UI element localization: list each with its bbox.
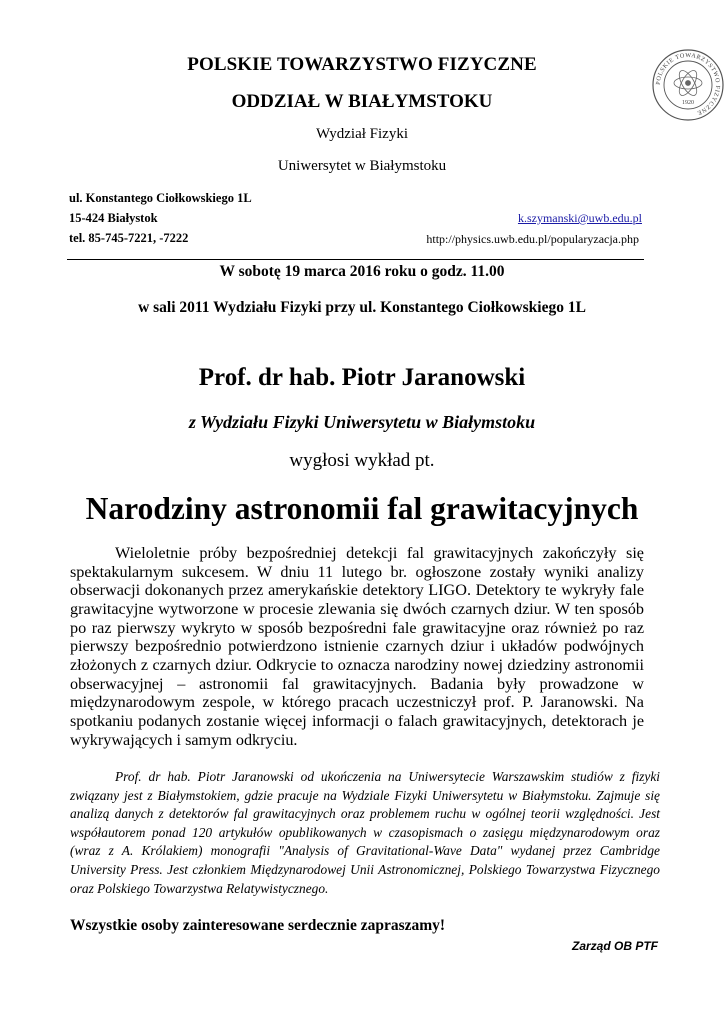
event-place: w sali 2011 Wydziału Fizyki przy ul. Konstantego Ciołkowskiego 1L [138,299,586,316]
address-street: ul. Konstantego Ciołkowskiego 1L [69,191,252,205]
university-name: Uniwersytet w Białymstoku [277,158,447,174]
lecture-title: Narodziny astronomii fal grawitacyjnych [85,491,639,526]
seal-ring-text: POLSKIE TOWARZYSTWO FIZYCZNE [654,51,722,117]
speaker-name: Prof. dr hab. Piotr Jaranowski [198,364,526,391]
faculty-name: Wydział Fizyki [316,126,408,142]
seal-year: 1920 [682,100,694,106]
signature: Zarząd OB PTF [571,939,658,953]
lecture-intro: wygłosi wykład pt. [289,450,435,471]
event-date: W sobotę 19 marca 2016 roku o godz. 11.00 [219,263,505,280]
website-url[interactable]: http://physics.uwb.edu.pl/popularyzacja.php [426,232,639,246]
organization-name: POLSKIE TOWARZYSTWO FIZYCZNE [187,54,537,75]
email-link[interactable]: k.szymanski@uwb.edu.pl [517,211,642,225]
branch-name: ODDZIAŁ W BIAŁYMSTOKU [231,91,493,112]
speaker-affiliation: z Wydziału Fizyki Uniwersytetu w Białymstoku [188,412,536,432]
ptf-seal-logo [651,48,724,122]
header-divider [67,259,644,260]
address-phone: tel. 85-745-7221, -7222 [69,231,189,245]
invitation-line: Wszystkie osoby zainteresowane serdecznie zapraszamy! [70,917,446,934]
address-city: 15-424 Białystok [69,211,158,225]
speaker-bio: Prof. dr hab. Piotr Jaranowski od ukończenia na Uniwersytecie Warszawskim studiów z fizyki związany jest z Białymstokiem, gdzie pracuje na Wydziale Fizyki Uniwersytetu w Białymstoku. Zajmuje się analizą danych z detektorów fal grawitacyjnych oraz problemem ruchu w ogólnej teorii względności. Jest współautorem ponad 120 artykułów opublikowanych w czasopismach o zasięgu międzynarodowym oraz (wraz z A. Królakiem) monografii "Analysis of Gravitational-Wave Data" wydanej przez Cambridge University Press. Jest członkiem Międzynarodowej Unii Astronomicznej, Polskiego Towarzystwa Fizycznego oraz Polskiego Towarzystwa Relatywistycznego. [70,769,660,896]
lecture-abstract: Wieloletnie próby bezpośredniej detekcji fal grawitacyjnych zakończyły się spektakularnym sukcesem. W dniu 11 lutego br. ogłoszone zostały wyniki analizy obserwacji dokonanych przez amerykańskie detektory LIGO. Detektory te wykryły fale grawitacyjne wytworzone w procesie zlewania się dwóch czarnych dziur. W ten sposób po raz pierwszy wykryto w sposób bezpośredni fale grawitacyjne oraz również po raz pierwszy bezpośrednio potwierdzono istnienie czarnych dziur i układów podwójnych złożonych z czarnych dziur. Odkrycie to oznacza narodziny nowej dziedziny astronomii obserwacyjnej – astronomii fal grawitacyjnych. Badania były prowadzone w międzynarodowym zespole, w którego pracach uczestniczył prof. P. Jaranowski. Na spotkaniu podanych zostanie więcej informacji o falach grawitacyjnych, detektorach je wykrywających i samym odkryciu. [70,544,644,749]
